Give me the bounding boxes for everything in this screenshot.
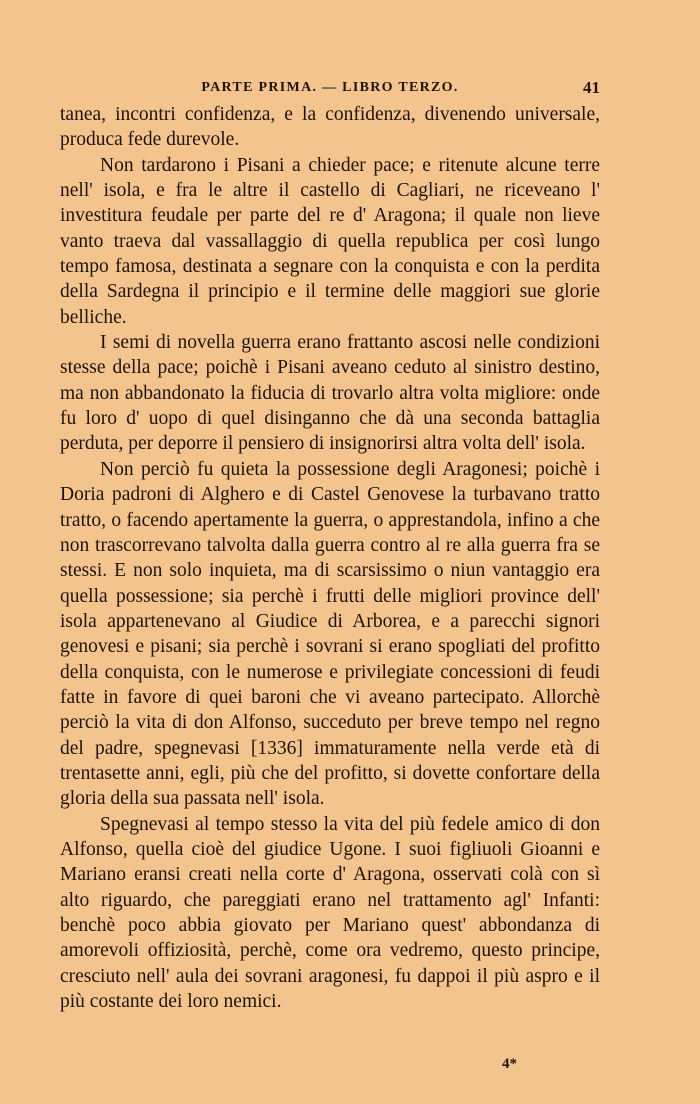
running-title: PARTE PRIMA. — LIBRO TERZO. xyxy=(201,80,459,95)
paragraph: Non tardarono i Pisani a chieder pace; e ritenute alcune terre nell' isola, e fra le altre il castello di Cagliari, ne riceveano l' investitura feudale per parte del re d' Aragona; il quale non lieve vanto traeva dal vassallaggio di quella republica per così lungo tempo famosa, destinata a segnare con la conquista e con la perdita della Sardegna il principio e il termine delle maggiori sue glorie belliche. xyxy=(60,154,600,328)
paragraph: I semi di novella guerra erano frattanto ascosi nelle condizioni stesse della pace; poichè i Pisani aveano ceduto al sinistro destino, ma non abbandonato la fiducia di trovarlo altra volta migliore: onde fu loro d' uopo di quel disinganno che dà una seconda battaglia perduta, per deporre il pensiero di insignorirsi altra volta dell' isola. xyxy=(60,332,600,455)
paragraph-continued: tanea, incontri confidenza, e la confidenza, divenendo universale, produca fede durevole. xyxy=(60,104,600,151)
body-text xyxy=(60,102,600,1014)
page-header xyxy=(60,76,600,100)
book-page xyxy=(60,76,600,1014)
page-number: 41 xyxy=(583,78,600,97)
signature-mark: 4* xyxy=(502,1056,517,1072)
paragraph: Spegnevasi al tempo stesso la vita del più fedele amico di don Alfonso, quella cioè del giudice Ugone. I suoi figliuoli Gioanni e Mariano eransi creati nella corte d' Aragona, osservati colà con sì alto riguardo, che pareggiati erano nel trattamento agl' Infanti: benchè poco abbia giovato per Mariano quest' abbondanza di amorevoli offiziosità, perchè, come ora vedremo, questo principe, cresciuto nell' aula dei sovrani aragonesi, fu dappoi il più aspro e il più costante dei loro nemici. xyxy=(60,813,600,1013)
paragraph: Non perciò fu quieta la possessione degli Aragonesi; poichè i Doria padroni di Alghero e di Castel Genovese la turbavano tratto tratto, o facendo apertamente la guerra, o apprestandola, infino a che non trascorrevano talvolta dalla guerra contro al re alla guerra fra se stessi. E non solo inquieta, ma di scarsissimo o niun vantaggio era quella possessione; sia perchè i frutti delle migliori province dell' isola appartenevano al Giudice di Arborea, e a parecchi signori genovesi e pisani; sia perchè i sovrani si erano spogliati del profitto della conquista, con le numerose e privilegiate concessioni di feudi fatte in favore di quei baroni che vi aveano partecipato. Allorchè perciò la vita di don Alfonso, succeduto per breve tempo nel regno del padre, spegnevasi [1336] immaturamente nella verde età di trentasette anni, egli, più che del profitto, si dovette confortare della gloria della sua passata nell' isola. xyxy=(60,458,600,810)
